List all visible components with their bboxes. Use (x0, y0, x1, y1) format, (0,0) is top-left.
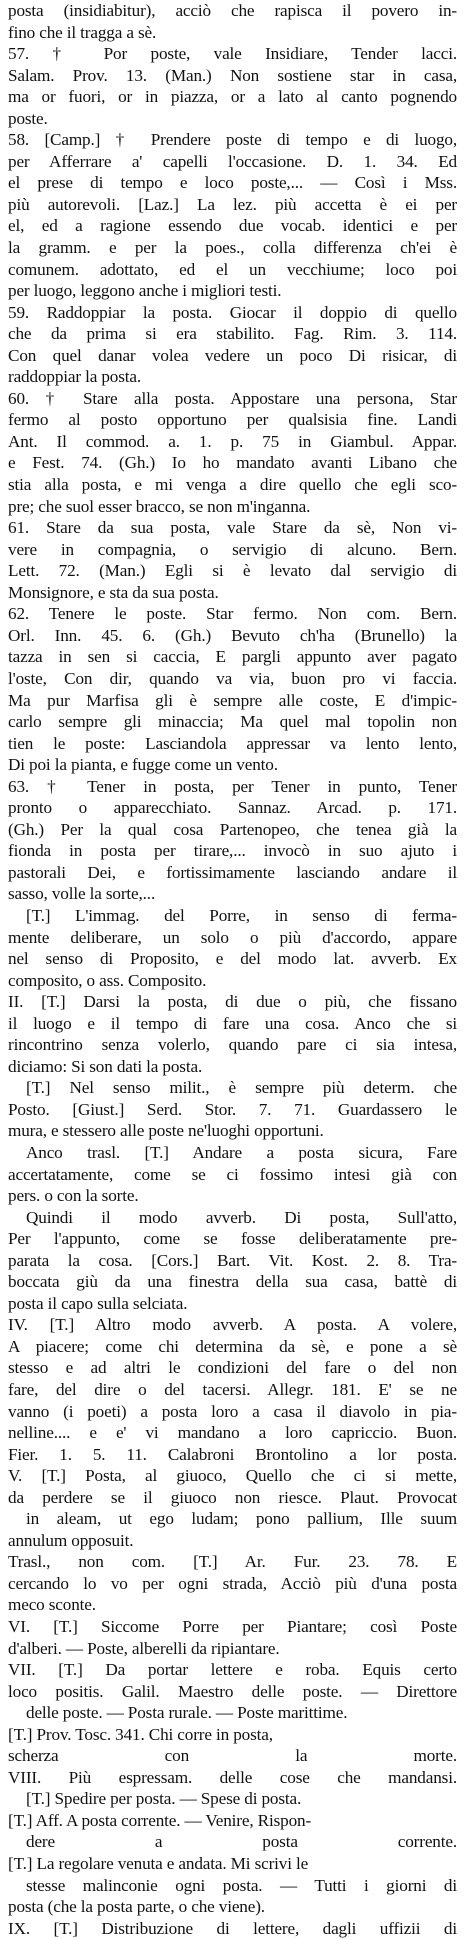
text-line: cercando lo vo per ogni strada, Acciò più d'una posta (8, 1573, 457, 1593)
text-line: Lett. 72. (Man.) Egli si è levato dal servigio di (8, 561, 457, 581)
text-line: raddoppiar la posta. (8, 367, 142, 387)
text-line: Ant. Il commod. a. 1. p. 75 in Giambul. Appar. (8, 431, 457, 451)
text-line: pers. o con la sorte. (8, 1186, 139, 1206)
text-line: VIII. Più espressam. delle cose che mandansi. (8, 1767, 457, 1787)
text-line: Trasl., non com. [T.] Ar. Fur. 23. 78. E (8, 1552, 457, 1572)
text-line: sasso, volle la sorte,... (8, 884, 156, 904)
text-line: pronto o apparecchiato. Sannaz. Arcad. p. 171. (8, 798, 457, 818)
text-line: Anco trasl. [T.] Andare a posta sicura, Fare (26, 1142, 457, 1162)
text-line: per luogo, leggono anche i migliori testi. (8, 281, 282, 301)
text-line: posta (che la posta parte, o che viene). (8, 1897, 265, 1917)
text-line: Di poi la pianta, e fugge come un vento. (8, 755, 278, 775)
text-line: tien le poste: Lasciandola appressar va lento lento, (8, 733, 457, 753)
text-line: Con quel danar volea vedere un poco Di risicar, di (8, 345, 457, 365)
text-line: per Afferrare a' capelli l'occasione. D. 1. 34. Ed (8, 151, 457, 171)
text-line: [T.] L'immag. del Porre, in senso di ferma- (26, 905, 457, 925)
text-line: da perdere se il giuoco non riesce. Plaut. Provocat (8, 1487, 457, 1507)
text-line: VI. [T.] Siccome Porre per Piantare; così Poste (8, 1617, 457, 1637)
text-line: IX. [T.] Distribuzione di lettere, dagli uffizii di (8, 1918, 457, 1938)
text-line: in aleam, ut ego ludam; pono pallium, Ille suum (26, 1509, 457, 1529)
text-line: [T.] Spedire per posta. — Spese di posta. (26, 1789, 302, 1809)
text-line: fare, del dire o del tacersi. Allegr. 181. E' se ne (8, 1380, 457, 1399)
text-line: vanno (i poeti) a posta loro a casa il diavolo in pia- (8, 1401, 457, 1421)
text-line: A piacere; come chi determina da sè, e pone a sè (8, 1336, 457, 1356)
text-line: nel senso di Proposito, e del modo lat. avverb. Ex (8, 949, 457, 969)
text-line: Fier. 1. 5. 11. Calabroni Brontolino a lor posta. (8, 1444, 457, 1464)
text-line: mente deliberare, un solo o più d'accordo, appare (8, 927, 457, 947)
text-line: nelline.... e e' vi mandano a loro capriccio. Buon. (8, 1423, 457, 1443)
text-line: rincontrino senza volerlo, quando pare ci sia intesa, (8, 1035, 457, 1055)
text-line: 59. Raddoppiar la posta. Giocar il doppio di quello (8, 302, 457, 322)
text-line: d'alberi. — Poste, alberelli da ripiantare. (8, 1638, 280, 1658)
text-line: più autorevoli. [Laz.] La lez. più accetta è ei per (8, 194, 457, 214)
text-line: fionda in posta per tirare,... invocò in suo ajuto i (8, 841, 457, 861)
text-line: carlo sempre gli minaccia; Ma quel mal topolin non (8, 712, 457, 732)
text-line: comunem. adottato, ed el un vecchiume; loco poi (8, 259, 457, 279)
text-line: posta il capo sulla selciata. (8, 1293, 188, 1313)
text-line: stesse malinconie ogni posta. — Tutti i giorni di (26, 1875, 457, 1895)
text-line: l'oste, Con dir, quando va via, buon pro vi faccia. (8, 668, 457, 688)
text-line: posta (insidiabitur), acciò che rapisca il povero in- (8, 1, 457, 20)
text-line: delle poste. — Posta rurale. — Poste marittime. (26, 1703, 348, 1723)
text-line: (Gh.) Per la qual cosa Partenopeo, che tenea già la (8, 819, 457, 839)
text-line: 57. † Por poste, vale Insidiare, Tender lacci. (8, 44, 457, 64)
text-line: composito, o ass. Composito. (8, 970, 207, 990)
text-line: vere in compagnia, o servigio di alcuno. Bern. (8, 539, 457, 559)
text-line: stia alla posta, e mi venga a dire quello che egli sco- (8, 475, 457, 495)
text-line: el prese di tempo e loco poste,... — Così i Mss. (8, 173, 457, 193)
text-line: che da prima si era stabilito. Fag. Rim. 3. 114. (8, 324, 457, 344)
text-line: VII. [T.] Da portar lettere e roba. Equis certo (8, 1660, 457, 1680)
text-line: [T.] La regolare venuta e andata. Mi scrivi le (8, 1854, 309, 1874)
text-line: Quindi il modo avverb. Di posta, Sull'atto, (26, 1207, 457, 1227)
text-line: Ma pur Marfisa gli è sempre alle coste, E d'impic- (8, 690, 457, 710)
text-line: Salam. Prov. 13. (Man.) Non sostiene star in casa, (8, 65, 457, 85)
text-line: 61. Stare da sua posta, vale Stare da sè, Non vi- (8, 518, 457, 538)
text-line: fermo al posto opportuno per qualsisia fine. Landi (8, 410, 457, 430)
text-line: accertatamente, come se ci fossimo intesi già con (8, 1164, 457, 1184)
text-line: meco sconte. (8, 1595, 96, 1615)
text-line: Monsignore, e sta da sua posta. (8, 582, 219, 602)
text-line: ma or fuori, or in piazza, or a lato al canto pognendo (8, 87, 457, 107)
text-line: fino che il tragga a sè. (8, 22, 157, 42)
text-line: poste. (8, 108, 48, 128)
text-line: stesso e ad altri le condizioni del fare o del non (8, 1358, 457, 1378)
text-line: parata la cosa. [Cors.] Bart. Vit. Kost. 2. 8. Tra- (8, 1250, 457, 1270)
text-line: IV. [T.] Altro modo avverb. A posta. A volere, (8, 1315, 457, 1335)
text-line: 62. Tenere le poste. Star fermo. Non com. Bern. (8, 604, 457, 624)
text-line: [T.] Prov. Tosc. 341. Chi corre in posta, (8, 1724, 273, 1744)
text-line: loco positis. Galil. Maestro delle poste. — Direttore (8, 1681, 457, 1701)
text-line: boccata giù da una finestra della sua casa, battè di (8, 1272, 457, 1292)
text-line: 58. [Camp.] † Prendere poste di tempo e di luogo, (8, 130, 457, 150)
text-line: la gramm. e per la poes., colla differenza ch'ei è (8, 238, 457, 258)
text-line: el, ed a ragione essendo due vocab. identici e per (8, 216, 457, 236)
text-line: 60. † Stare alla posta. Appostare una persona, Star (8, 388, 457, 408)
text-line: Orl. Inn. 45. 6. (Gh.) Bevuto ch'ha (Brunello) la (8, 625, 457, 645)
text-line: diciamo: Si son dati la posta. (8, 1056, 203, 1076)
text-line: [T.] Aff. A posta corrente. — Venire, Rispon- (8, 1810, 312, 1830)
text-line: scherza con la morte. (8, 1746, 457, 1766)
text-line: dere a posta corrente. (26, 1832, 457, 1852)
text-line: mura, e stessero alle poste ne'luoghi opportuni. (8, 1121, 324, 1141)
text-line: pastorali Dei, e fortissimamente lasciando andare il (8, 862, 457, 882)
text-line: 63. † Tener in posta, per Tener in punto, Tener (8, 776, 457, 796)
text-line: e Fest. 74. (Gh.) Io ho mandato avanti Libano che (8, 453, 457, 473)
text-line: il luogo e il tempo di fare una cosa. Anco che si (8, 1013, 457, 1033)
text-line: tazza in sen si caccia, E pargli appunto aver pagato (8, 647, 457, 667)
text-line: Per l'appunto, come se fosse deliberatamente pre- (8, 1229, 457, 1249)
text-line: Posto. [Giust.] Serd. Stor. 7. 71. Guardassero le (8, 1099, 457, 1119)
text-line: pre; che suol esser bracco, se non m'inganna. (8, 496, 311, 516)
text-line: V. [T.] Posta, al giuoco, Quello che ci si mette, (8, 1466, 457, 1486)
text-line: [T.] Nel senso milit., è sempre più determ. che (26, 1078, 457, 1098)
text-line: II. [T.] Darsi la posta, di due o più, che fissano (8, 992, 457, 1012)
text-line: annulum opposuit. (8, 1530, 134, 1550)
